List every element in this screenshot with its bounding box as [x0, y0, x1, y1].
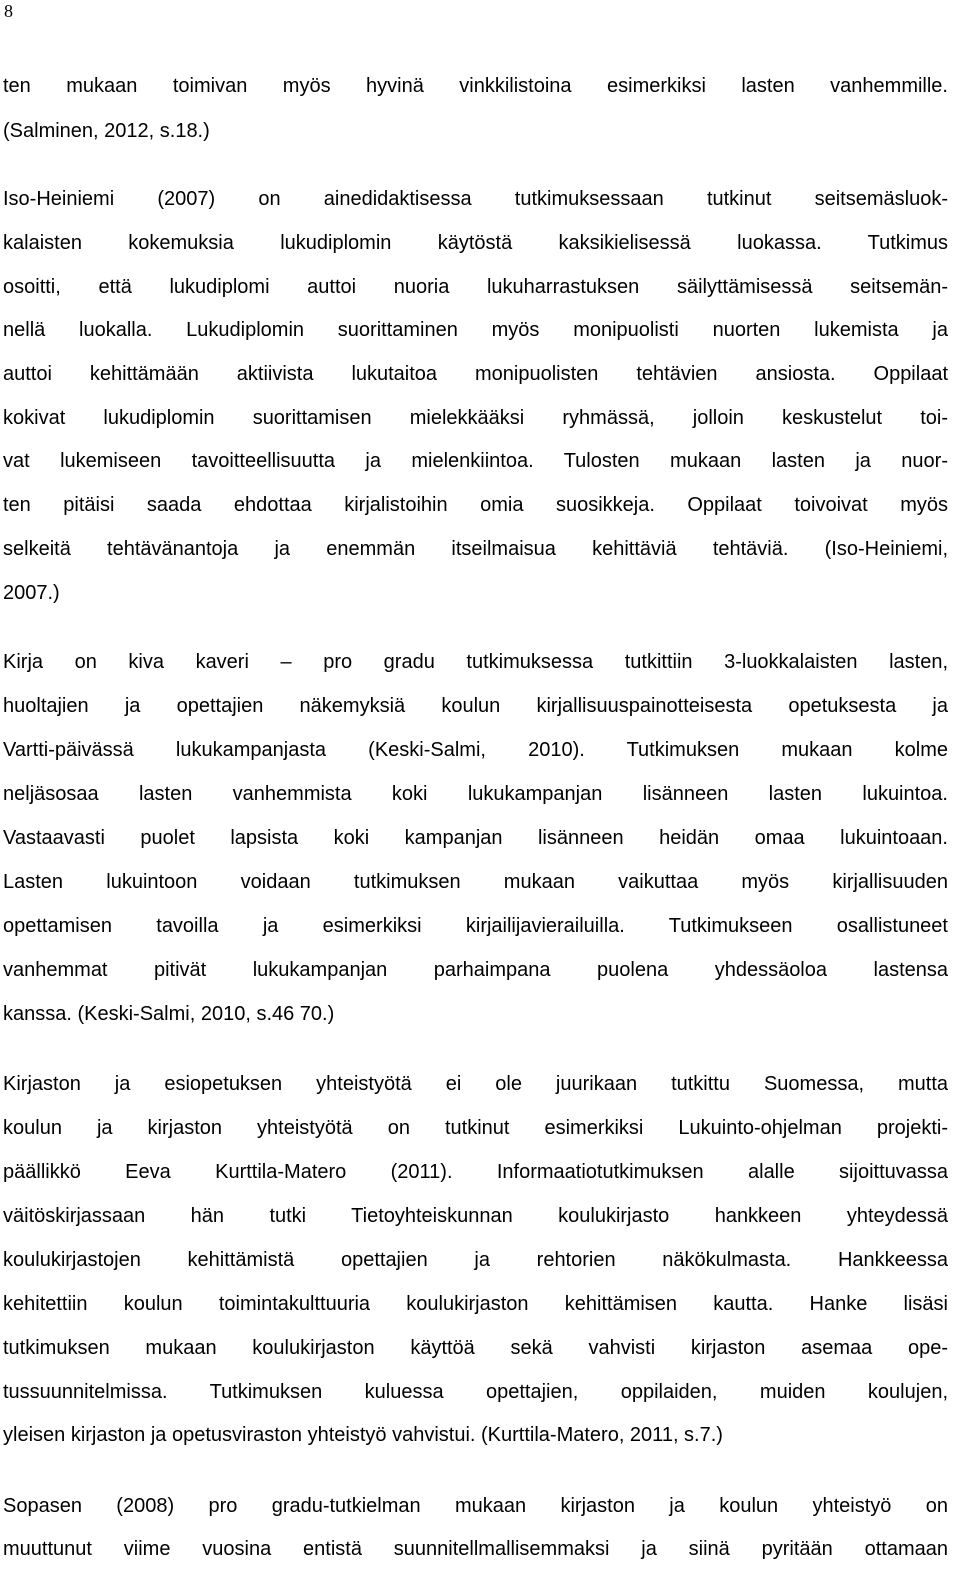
text-line: koulukirjastojen kehittämistä opettajien ja rehtorien näkökulmasta. Hankkeessa — [3, 1249, 948, 1271]
text-line: Kirja on kiva kaveri – pro gradu tutkimuksessa tutkittiin 3-luokkalaisten lasten, — [3, 651, 948, 673]
text-line: osoitti, että lukudiplomi auttoi nuoria lukuharrastuksen säilyttämisessä seitsemän- — [3, 276, 948, 298]
text-line: kanssa. (Keski-Salmi, 2010, s.46 70.) — [3, 1003, 335, 1025]
text-line: auttoi kehittämään aktiivista lukutaitoa monipuolisten tehtävien ansiosta. Oppilaat — [3, 363, 948, 385]
text-line: tussuunnitelmissa. Tutkimuksen kuluessa opettajien, oppilaiden, muiden koulujen, — [3, 1381, 948, 1403]
text-line: kalaisten kokemuksia lukudiplomin käytöstä kaksikielisessä luokassa. Tutkimus — [3, 232, 948, 254]
text-line: neljäsosaa lasten vanhemmista koki lukukampanjan lisänneen lasten lukuintoa. — [3, 783, 948, 805]
text-line: Lasten lukuintoon voidaan tutkimuksen mukaan vaikuttaa myös kirjallisuuden — [3, 871, 948, 893]
text-line: selkeitä tehtävänantoja ja enemmän itseilmaisua kehittäviä tehtäviä. (Iso-Heiniemi, — [3, 538, 948, 560]
text-line: päällikkö Eeva Kurttila-Matero (2011). Informaatiotutkimuksen alalle sijoittuvassa — [3, 1161, 948, 1183]
text-line: Kirjaston ja esiopetuksen yhteistyötä ei ole juurikaan tutkittu Suomessa, mutta — [3, 1073, 948, 1095]
text-line: Iso-Heiniemi (2007) on ainedidaktisessa tutkimuksessaan tutkinut seitsemäsluok- — [3, 188, 948, 210]
text-line: yleisen kirjaston ja opetusviraston yhteistyö vahvistui. (Kurttila-Matero, 2011, s.7.) — [3, 1424, 723, 1446]
text-line: 2007.) — [3, 582, 60, 604]
page-number: 8 — [4, 1, 13, 21]
text-line: kokivat lukudiplomin suorittamisen mielekkääksi ryhmässä, jolloin keskustelut toi- — [3, 407, 948, 429]
text-line: väitöskirjassaan hän tutki Tietoyhteiskunnan koulukirjasto hankkeen yhteydessä — [3, 1205, 948, 1227]
text-line: Vartti-päivässä lukukampanjasta (Keski-Salmi, 2010). Tutkimuksen mukaan kolme — [3, 739, 948, 761]
text-line: (Salminen, 2012, s.18.) — [3, 120, 210, 142]
text-line: vanhemmat pitivät lukukampanjan parhaimpana puolena yhdessäoloa lastensa — [3, 959, 948, 981]
text-line: vat lukemiseen tavoitteellisuutta ja mielenkiintoa. Tulosten mukaan lasten ja nuor- — [3, 450, 948, 472]
text-line: huoltajien ja opettajien näkemyksiä koulun kirjallisuuspainotteisesta opetuksesta ja — [3, 695, 948, 717]
text-line: ten mukaan toimivan myös hyvinä vinkkilistoina esimerkiksi lasten vanhemmille. — [3, 75, 948, 97]
text-line: kehitettiin koulun toimintakulttuuria koulukirjaston kehittämisen kautta. Hanke lisäsi — [3, 1293, 948, 1315]
text-line: muuttunut viime vuosina entistä suunnitellmallisemmaksi ja siinä pyritään ottamaan — [3, 1538, 948, 1560]
text-line: ten pitäisi saada ehdottaa kirjalistoihin omia suosikkeja. Oppilaat toivoivat myös — [3, 494, 948, 516]
text-line: Vastaavasti puolet lapsista koki kampanjan lisänneen heidän omaa lukuintoaan. — [3, 827, 948, 849]
text-line: tutkimuksen mukaan koulukirjaston käyttöä sekä vahvisti kirjaston asemaa ope- — [3, 1337, 948, 1359]
text-line: nellä luokalla. Lukudiplomin suorittaminen myös monipuolisti nuorten lukemista ja — [3, 319, 948, 341]
text-line: koulun ja kirjaston yhteistyötä on tutkinut esimerkiksi Lukuinto-ohjelman projekti- — [3, 1117, 948, 1139]
text-line: Sopasen (2008) pro gradu-tutkielman mukaan kirjaston ja koulun yhteistyö on — [3, 1495, 948, 1517]
text-line: opettamisen tavoilla ja esimerkiksi kirjailijavierailuilla. Tutkimukseen osallistuneet — [3, 915, 948, 937]
